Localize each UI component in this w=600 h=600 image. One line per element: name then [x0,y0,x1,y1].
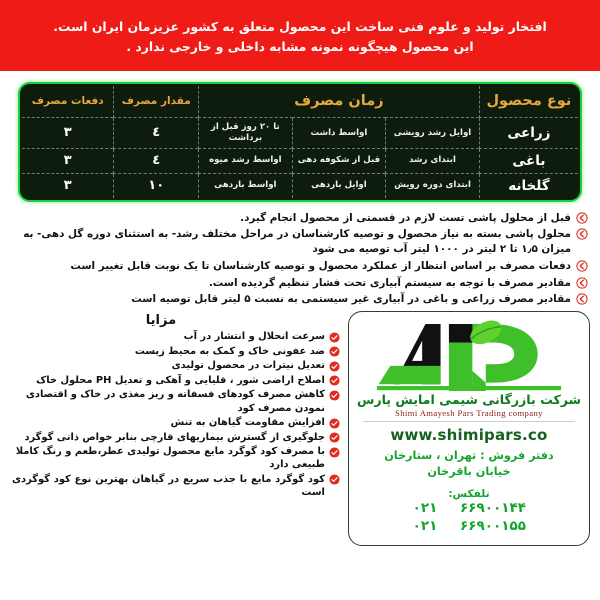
company-info-card [348,311,590,546]
benefit-text: سرعت انحلال و انتشار در آب [183,331,325,343]
header-product-type: نوع محصول [479,86,578,118]
list-item [12,345,340,358]
row-2-phase-2: اوایل باردهی [292,173,386,198]
list-item [10,227,588,257]
chevron-circle-icon [576,212,588,224]
row-0-phase-2: اواسط داشت [292,118,386,148]
usage-notes-list [10,211,588,308]
note-text: مقادیر مصرف زراعی و باغی در آبیاری غیر سیستمی به نسبت ۵ لیتر قابل توصیه است [131,293,571,306]
phone-1-number: ۶۶۹۰۰۱۵۵ [460,517,526,534]
benefit-text: افزایش مقاومت گیاهان به تنش [170,417,325,429]
divider [363,421,575,422]
usage-table [22,86,578,197]
company-address-line-2: خیابان باقرخان [427,465,511,479]
table-row [22,173,578,198]
check-circle-icon [329,474,340,485]
row-1-product-type: باغی [479,148,578,173]
row-2-times: ۳ [22,173,114,198]
list-item [10,211,588,226]
list-item [10,259,588,274]
row-1-times: ۳ [22,148,114,173]
benefit-text: اصلاح اراضی شور ، قلیایی و آهکی و تعدیل PH محلول خاک [36,374,325,386]
list-item [12,388,340,415]
ap-leaf-logo [357,319,581,391]
list-item [12,330,340,343]
telephone-row[interactable] [357,500,581,518]
row-0-amount: ٤ [114,118,199,148]
company-address-line-1: دفتر فروش : تهران ، ستارخان [384,449,554,463]
header-usage-time: زمان مصرف [199,86,480,118]
check-circle-icon [329,390,340,401]
table-row [22,148,578,173]
benefits-title: مزایا [145,313,177,329]
company-website[interactable]: www.shimipars.co [390,426,548,445]
benefit-text: با مصرف کود گوگرد مایع محصول تولیدی عطر،طعم و رنگ کاملا طبیعی دارد [15,446,325,471]
table-header-row [22,86,578,118]
row-1-amount: ٤ [114,148,199,173]
table-row [22,118,578,148]
check-circle-icon [329,361,340,372]
header-usage-times: دفعات مصرف [22,86,114,118]
row-1-phase-2: قبل از شکوفه دهی [292,148,386,173]
note-text: محلول پاشی بسته به نیاز محصول و توصیه کارشناسان در مراحل مختلف رشد- به استثنای دوره گل دهی- به میزان ۱٫۵ تا ۲ لیتر در ۱۰۰۰ لیتر آب توصیه می شود [23,228,571,256]
chevron-circle-icon [576,293,588,305]
note-text: مقادیر مصرف با توجه به سیستم آبیاری تحت فشار تنظیم گردیده است. [208,276,571,289]
chevron-circle-icon [576,277,588,289]
company-name-en: Shimi Amayesh Pars Trading company [395,408,543,419]
benefit-text: کاهش مصرف کودهای فسفاته و ریز مغذی در خاک و اقتصادی نمودن مصرف کود [25,389,325,414]
row-0-phase-1: اوایل رشد رویشی [386,118,480,148]
list-item [12,431,340,444]
note-text: دفعات مصرف بر اساس انتظار از عملکرد محصول و توصیه کارشناسان تا یک نوبت قابل تغییر است [70,259,571,272]
row-2-product-type: گلخانه [479,173,578,198]
row-1-phase-3: اواسط رشد میوه [199,148,293,173]
check-circle-icon [329,418,340,429]
lower-section [12,311,590,546]
telephone-label: تلفکس: [448,488,490,501]
check-circle-icon [329,332,340,343]
benefits-list [12,311,340,501]
banner-line-1: افتخار تولید و علوم فنی ساخت این محصول متعلق به کشور عزیزمان ایران است. [53,19,547,34]
benefit-text: کود گوگرد مایع با جذب سریع در گیاهان بهترین نوع کود گوگردی است [12,473,325,499]
list-item [12,374,340,387]
check-circle-icon [329,346,340,357]
check-circle-icon [329,447,340,458]
telephone-row[interactable] [357,518,581,536]
row-0-phase-3: تا ۲۰ روز قبل از برداشت [199,118,293,148]
note-text: قبل از محلول پاشی تست لازم در قسمتی از محصول انجام گیرد. [240,211,571,224]
benefit-text: ضد عفونی خاک و کمک به محیط زیست [134,345,325,357]
row-1-phase-1: ابتدای رشد [386,148,480,173]
list-item [12,445,340,472]
phone-0-code: ۰۲۱ [412,500,438,517]
list-item [12,359,340,372]
row-0-product-type: زراعی [479,118,578,148]
row-2-amount: ۱۰ [114,173,199,198]
company-name-fa: شرکت بازرگانی شیمی امایش پارس [356,392,581,408]
list-item [10,292,588,307]
row-2-phase-3: اواسط باردهی [199,173,293,198]
origin-banner [0,0,600,71]
benefit-text: جلوگیری از گسترش بیماریهای قارچی بنابر خواص ذاتی گوگرد [24,431,325,443]
phone-1-code: ۰۲۱ [412,517,438,534]
benefit-text: تعدیل نیترات در محصول تولیدی [171,360,325,372]
header-usage-amount: مقدار مصرف [114,86,199,118]
row-0-times: ۳ [22,118,114,148]
usage-table-card [18,82,582,201]
check-circle-icon [329,432,340,443]
list-item [12,416,340,429]
row-2-phase-1: ابتدای دوره رویش [386,173,480,198]
list-item [10,276,588,291]
banner-line-2: این محصول هیچگونه نمونه مشابه داخلی و خارجی ندارد . [126,39,474,55]
check-circle-icon [329,375,340,386]
chevron-circle-icon [576,260,588,272]
list-item [12,473,340,500]
chevron-circle-icon [576,228,588,240]
phone-0-number: ۶۶۹۰۰۱۴۴ [460,500,526,517]
